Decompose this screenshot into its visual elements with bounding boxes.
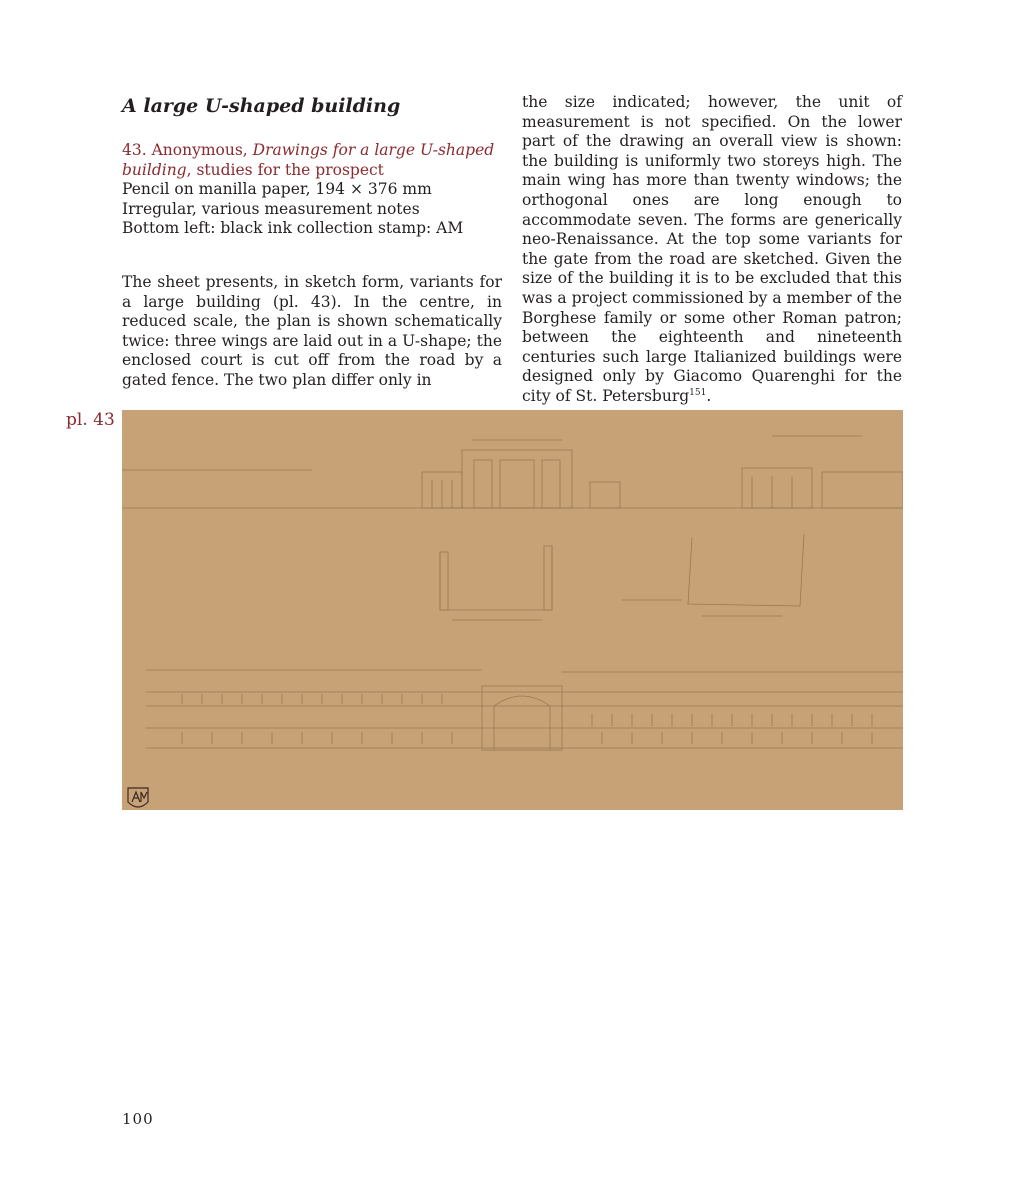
page-number: 100 [122,1110,154,1128]
body-paragraph-right [522,93,902,407]
entry-stamp: Bottom left: black ink collection stamp: AM [122,219,464,238]
entry-medium: Pencil on manilla paper, 194 × 376 mm [122,180,432,199]
entry-number-author: 43. Anonymous, [122,141,253,159]
body-paragraph-right-text: the size indicated; however, the unit of measurement is not specified. On the lower part of the drawing an overall view is shown: the building is uniformly two storeys high. The main wing has more than twenty windows; the orthogonal ones are long enough to accommodate seven. The forms are generically neo-Renaissance. At the top some variants for the gate from the road are sketched. Given the size of the building it is to be excluded that this was a project commissioned by a member of the Borghese family or some other Roman patron; between the eighteenth and nineteenth centuries such large Italianized buildings were designed only by Giacomo Quarenghi for the city of St. Petersburg [522,93,902,405]
footnote-ref: 151 [689,387,707,398]
entry-subtitle: , studies for the prospect [186,160,384,179]
body-paragraph-left: The sheet presents, in sketch form, variants for a large building (pl. 43). In the centre, in reduced scale, the plan is shown schematically twice: three wings are laid out in a U-shape; the enclosed court is cut off from the road by a gated fence. The two plan differ only in [122,272,502,389]
plate-label: pl. 43 [66,410,115,430]
catalogue-entry [122,141,502,239]
drawing-sketch [122,410,903,810]
plate-drawing [122,410,903,810]
body-paragraph-right-end: . [706,386,712,405]
right-column [522,93,902,422]
entry-title: Drawings for a large U-shaped building [122,141,495,179]
entry-notes: Irregular, various measurement notes [122,199,420,218]
section-title: A large U-shaped building [122,95,401,117]
left-column [122,93,502,406]
